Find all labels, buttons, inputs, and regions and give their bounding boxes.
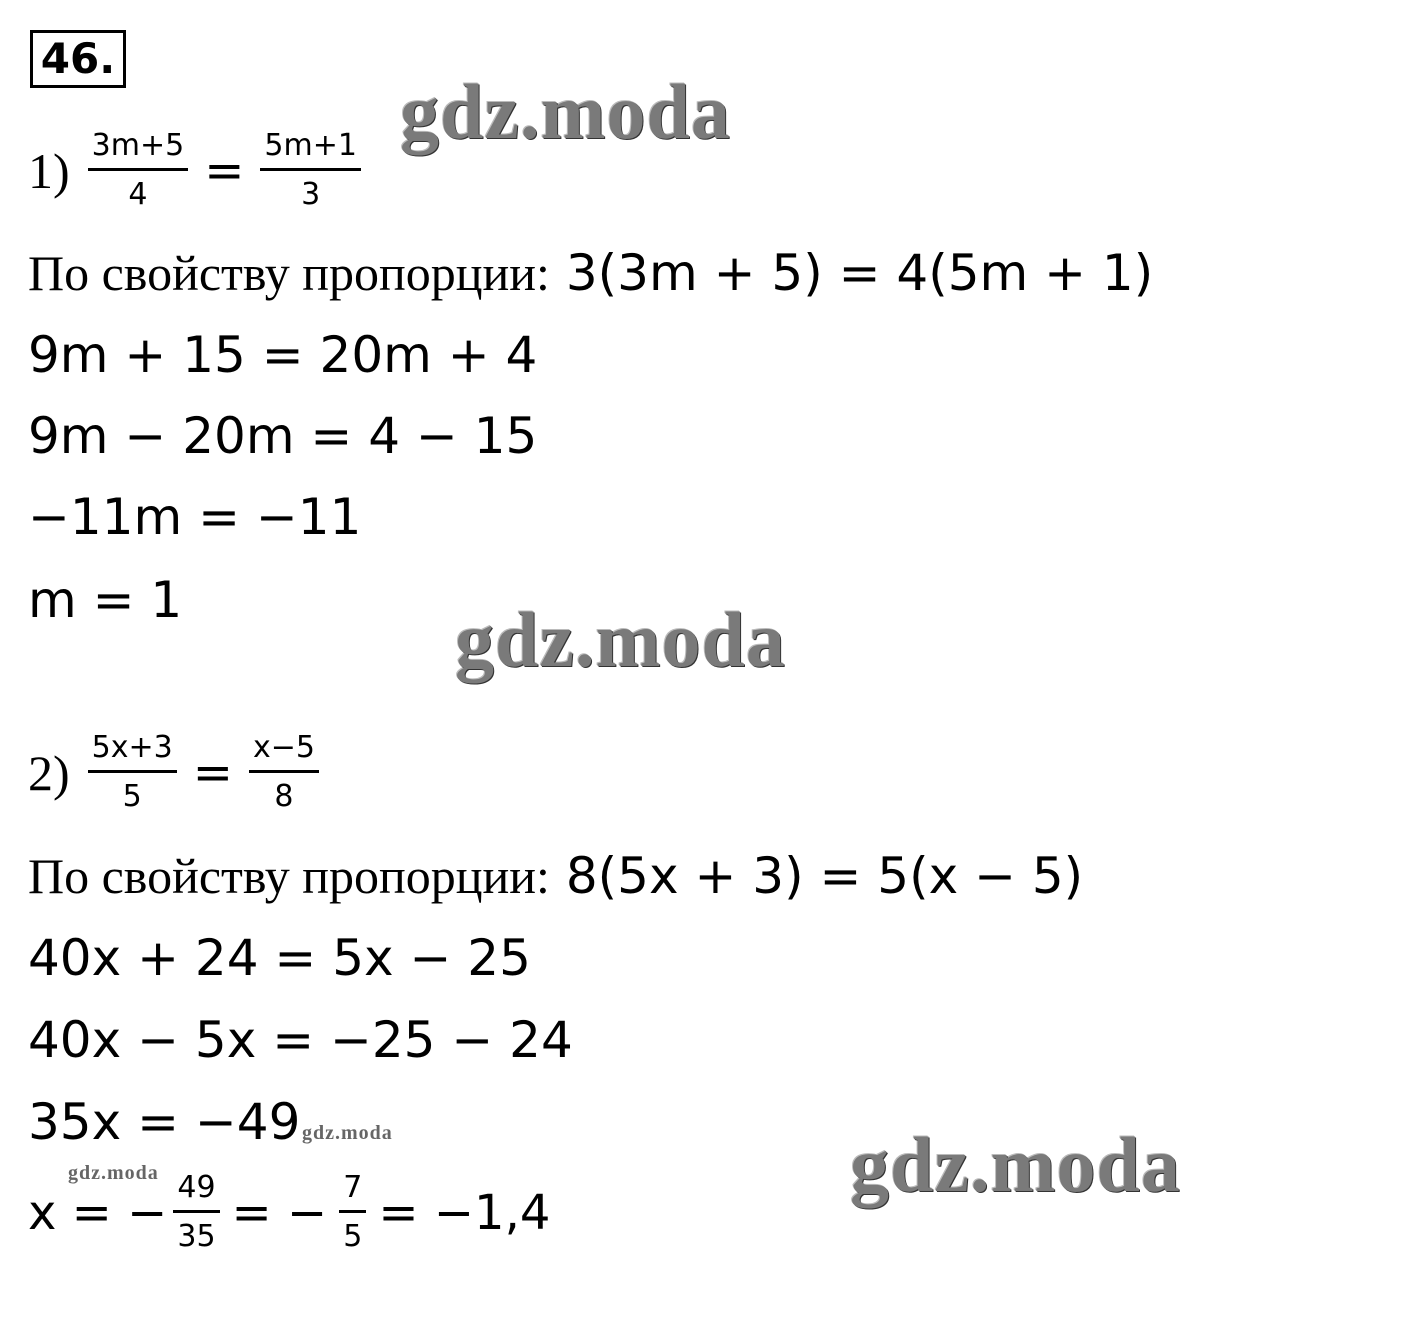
fraction-denominator: 5 [122, 779, 142, 814]
watermark-logo: gdz.moda [850, 1121, 1181, 1208]
part1-step-4: m = 1 [28, 571, 183, 629]
part2-frac-right [249, 730, 319, 815]
part2-frac-left [88, 730, 177, 815]
fraction-numerator: x−5 [249, 730, 319, 773]
part1-frac-right [260, 128, 361, 213]
equals-sign: = [204, 142, 245, 199]
final-mid: = − [231, 1184, 328, 1241]
final-prefix: x = − [28, 1184, 168, 1241]
proportion-text: По свойству пропорции: [28, 848, 550, 904]
proportion-expression: 3(3m + 5) = 4(5m + 1) [565, 244, 1154, 302]
part1-equation [28, 128, 367, 213]
fraction-denominator: 3 [301, 177, 321, 212]
fraction-numerator: 5x+3 [88, 730, 177, 773]
part1-step-2: 9m − 20m = 4 − 15 [28, 407, 538, 465]
fraction-denominator: 35 [177, 1219, 216, 1254]
watermark-logo-small: gdz.moda [302, 1122, 393, 1144]
part2-step-1: 40x + 24 = 5x − 25 [28, 929, 531, 987]
proportion-text: По свойству пропорции: [28, 245, 550, 301]
part1-step-1: 9m + 15 = 20m + 4 [28, 326, 538, 384]
fraction-denominator: 5 [343, 1219, 363, 1254]
fraction-numerator: 3m+5 [88, 128, 189, 171]
fraction-denominator: 8 [274, 779, 294, 814]
fraction-numerator: 49 [173, 1170, 219, 1213]
watermark-logo-small: gdz.moda [68, 1162, 159, 1184]
part1-proportion-line [28, 243, 1153, 303]
final-fraction-1 [173, 1170, 219, 1255]
fraction-denominator: 4 [128, 177, 148, 212]
fraction-numerator: 7 [339, 1170, 366, 1213]
proportion-expression: 8(5x + 3) = 5(x − 5) [565, 847, 1084, 905]
fraction-numerator: 5m+1 [260, 128, 361, 171]
part2-label: 2) [28, 744, 70, 801]
part1-frac-left [88, 128, 189, 213]
watermark-logo: gdz.moda [455, 596, 786, 683]
part2-step-2: 40x − 5x = −25 − 24 [28, 1011, 573, 1069]
part1-step-3: −11m = −11 [28, 488, 362, 546]
part2-step-3: 35x = −49 [28, 1093, 301, 1151]
final-fraction-2 [339, 1170, 366, 1255]
part2-proportion-line [28, 846, 1083, 906]
part1-label: 1) [28, 142, 70, 199]
final-result: = −1,4 [378, 1184, 551, 1241]
part2-equation [28, 730, 325, 815]
task-number: 46. [30, 30, 126, 88]
equals-sign: = [192, 744, 233, 801]
watermark-logo: gdz.moda [400, 68, 731, 155]
